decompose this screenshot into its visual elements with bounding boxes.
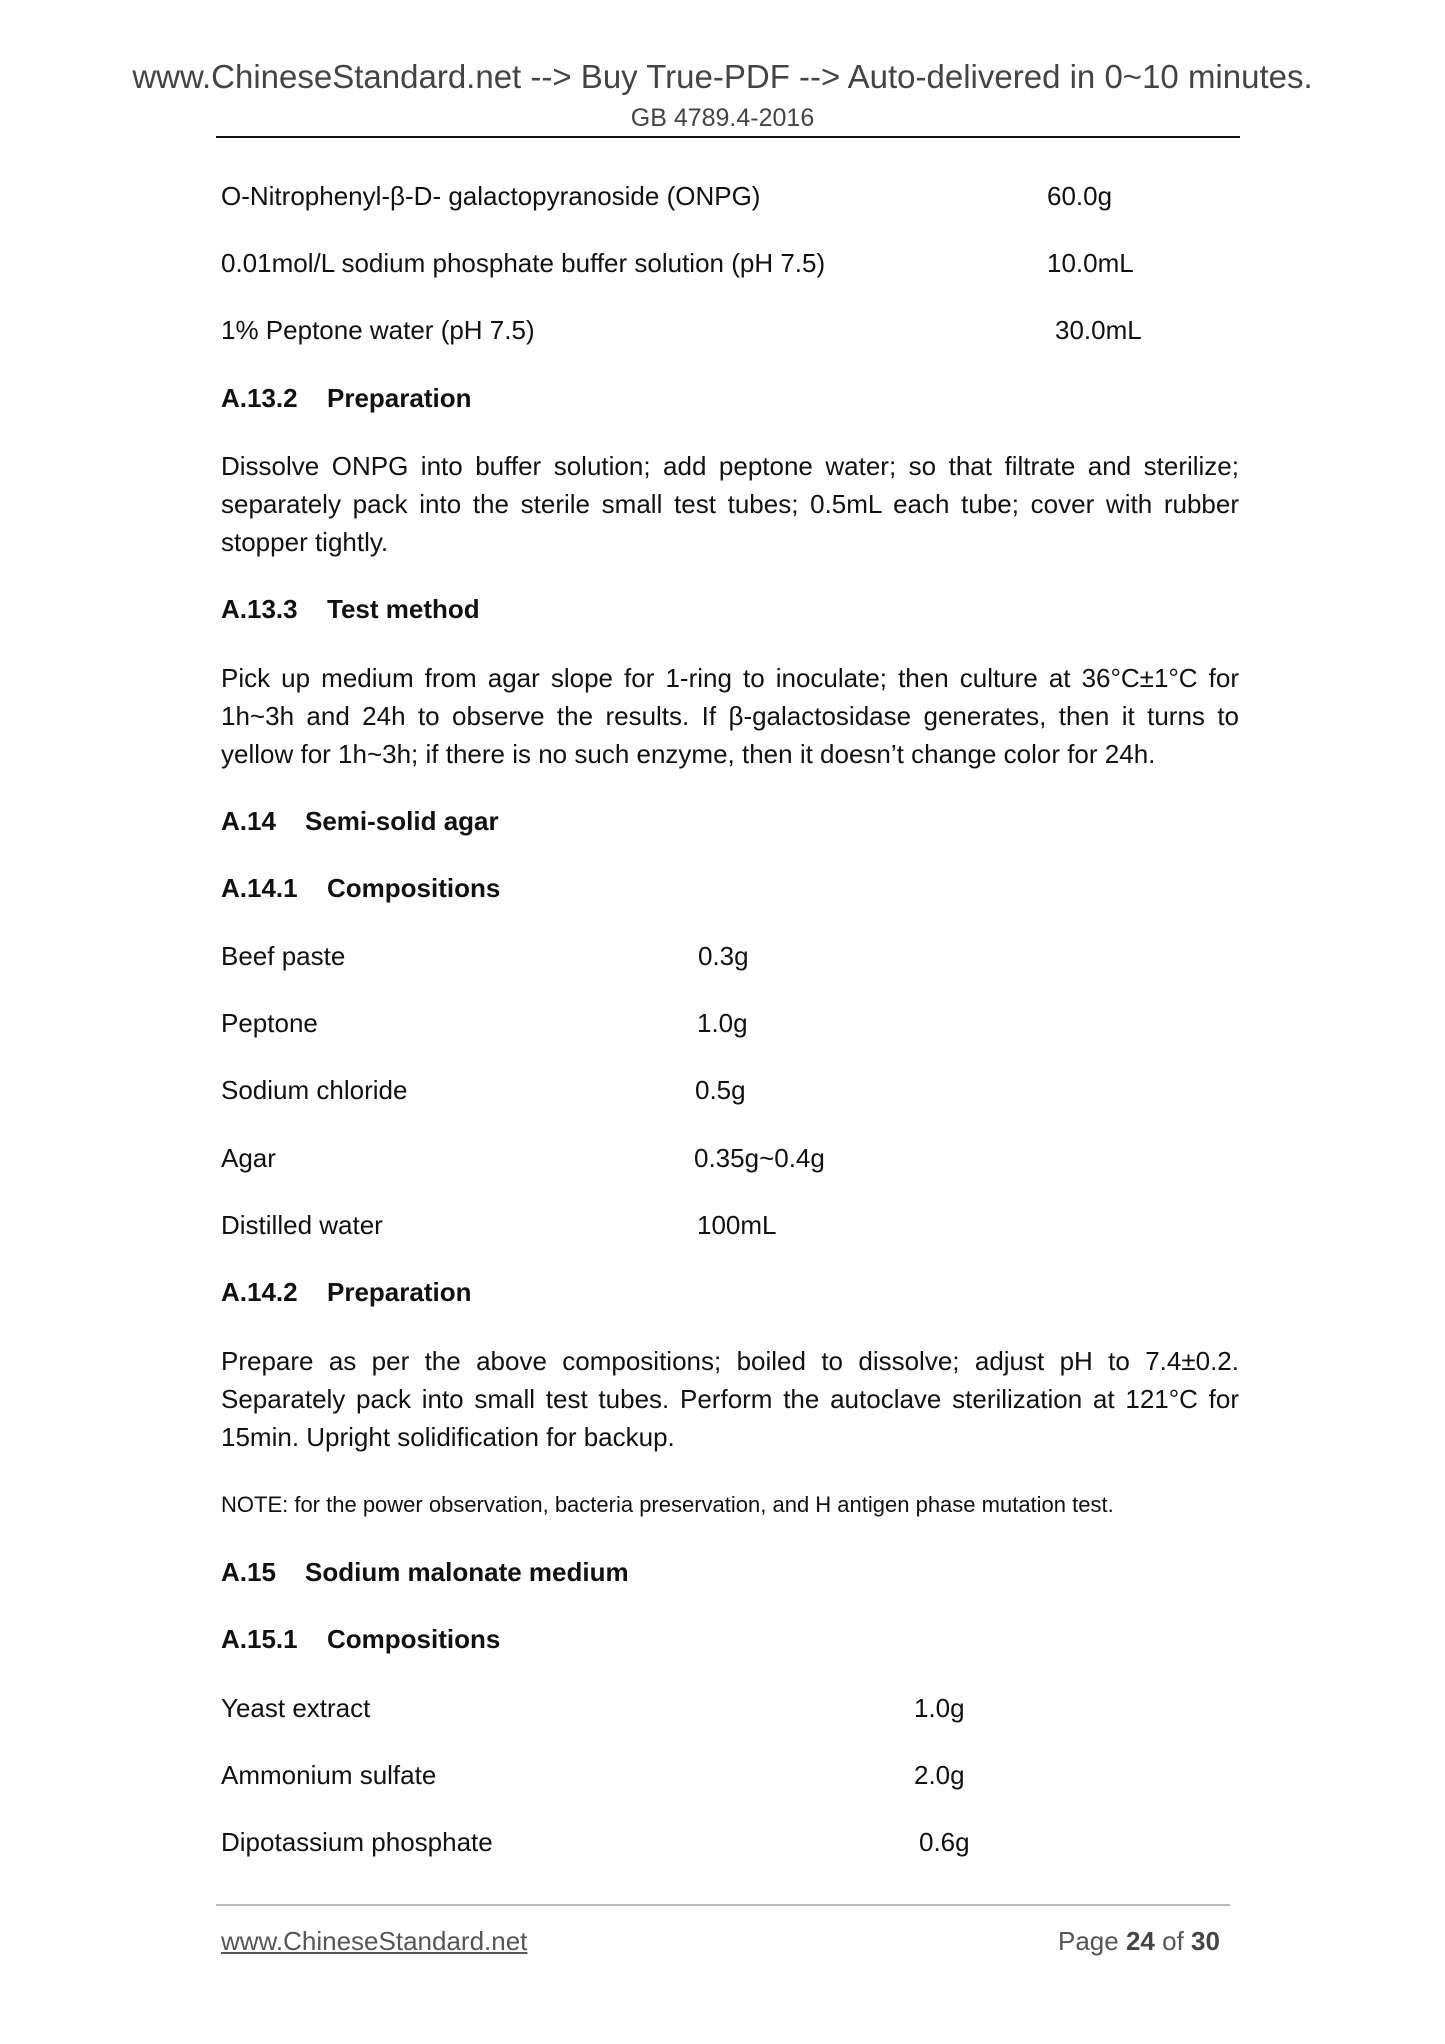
- section-heading-a14-2: [221, 1277, 472, 1308]
- composition-value: 0.3g: [698, 941, 749, 971]
- preparation-paragraph: Dissolve ONPG into buffer solution; add peptone water; so that filtrate and sterilize; separately pack into the sterile small test tubes; 0.5mL each tube; cover with rubber stopper tightly.: [221, 451, 1239, 557]
- page-label: Page: [1058, 1926, 1119, 1956]
- composition-name: Distilled water: [221, 1210, 383, 1240]
- section-title: Semi-solid agar: [305, 806, 499, 836]
- section-number: A.14.2: [221, 1277, 298, 1307]
- composition-name: Agar: [221, 1143, 276, 1173]
- of-label: of: [1162, 1926, 1184, 1956]
- composition-value: 0.6g: [919, 1827, 970, 1857]
- section-heading-a13-3: [221, 594, 480, 625]
- section-number: A.15.1: [221, 1624, 298, 1654]
- section-number: A.15: [221, 1557, 276, 1587]
- page-indicator: [1058, 1926, 1220, 1957]
- composition-value: 10.0mL: [1047, 248, 1134, 278]
- section-title: Test method: [327, 594, 480, 624]
- composition-name: Beef paste: [221, 941, 346, 971]
- section-number: A.13.3: [221, 594, 298, 624]
- header-divider: [216, 136, 1240, 138]
- section-number: A.13.2: [221, 383, 298, 413]
- composition-name: O-Nitrophenyl-β-D- galactopyranoside (ONPG): [221, 181, 761, 211]
- test-method-paragraph: Pick up medium from agar slope for 1-ring to inoculate; then culture at 36°C±1°C for 1h~3h and 24h to observe the results. If β-galactosidase generates, then it turns to yellow for 1h~3h; if there is no such enzyme, then it doesn’t change color for 24h.: [221, 663, 1239, 769]
- composition-name: Sodium chloride: [221, 1075, 408, 1105]
- section-heading-a15: [221, 1557, 629, 1588]
- page-total: 30: [1191, 1926, 1220, 1956]
- section-title: Preparation: [327, 383, 472, 413]
- composition-value: 1.0g: [697, 1008, 748, 1038]
- composition-value: 60.0g: [1047, 181, 1113, 211]
- section-title: Compositions: [327, 873, 501, 903]
- composition-name: Ammonium sulfate: [221, 1760, 437, 1790]
- section-heading-a14-1: [221, 873, 500, 904]
- section-title: Compositions: [327, 1624, 501, 1654]
- composition-value: 30.0mL: [1055, 315, 1142, 345]
- composition-value: 2.0g: [914, 1760, 965, 1790]
- section-number: A.14.1: [221, 873, 298, 903]
- section-heading-a14: [221, 806, 499, 837]
- composition-name: 0.01mol/L sodium phosphate buffer solution (pH 7.5): [221, 248, 826, 278]
- standard-number: GB 4789.4-2016: [630, 104, 815, 132]
- note-text: NOTE: for the power observation, bacteria preservation, and H antigen phase mutation test.: [221, 1492, 1114, 1517]
- section-heading-a13-2: [221, 383, 472, 414]
- composition-value: 0.5g: [695, 1075, 746, 1105]
- composition-value: 0.35g~0.4g: [694, 1143, 825, 1173]
- section-title: Preparation: [327, 1277, 472, 1307]
- footer-divider: [216, 1904, 1230, 1906]
- composition-name: Yeast extract: [221, 1693, 371, 1723]
- section-heading-a15-1: [221, 1624, 500, 1655]
- composition-value: 1.0g: [914, 1693, 965, 1723]
- composition-name: 1% Peptone water (pH 7.5): [221, 315, 535, 345]
- composition-value: 100mL: [697, 1210, 777, 1240]
- section-number: A.14: [221, 806, 276, 836]
- footer-website-link[interactable]: www.ChineseStandard.net: [221, 1926, 528, 1956]
- composition-name: Peptone: [221, 1008, 318, 1038]
- page-number: 24: [1125, 1926, 1155, 1956]
- header-banner: www.ChineseStandard.net --> Buy True-PDF --> Auto-delivered in 0~10 minutes.: [132, 58, 1313, 95]
- composition-name: Dipotassium phosphate: [221, 1827, 493, 1857]
- preparation-paragraph: Prepare as per the above compositions; boiled to dissolve; adjust pH to 7.4±0.2. Separately pack into small test tubes. Perform the autoclave sterilization at 121°C for 15min. Upright solidification for backup.: [221, 1346, 1239, 1452]
- section-title: Sodium malonate medium: [305, 1557, 629, 1587]
